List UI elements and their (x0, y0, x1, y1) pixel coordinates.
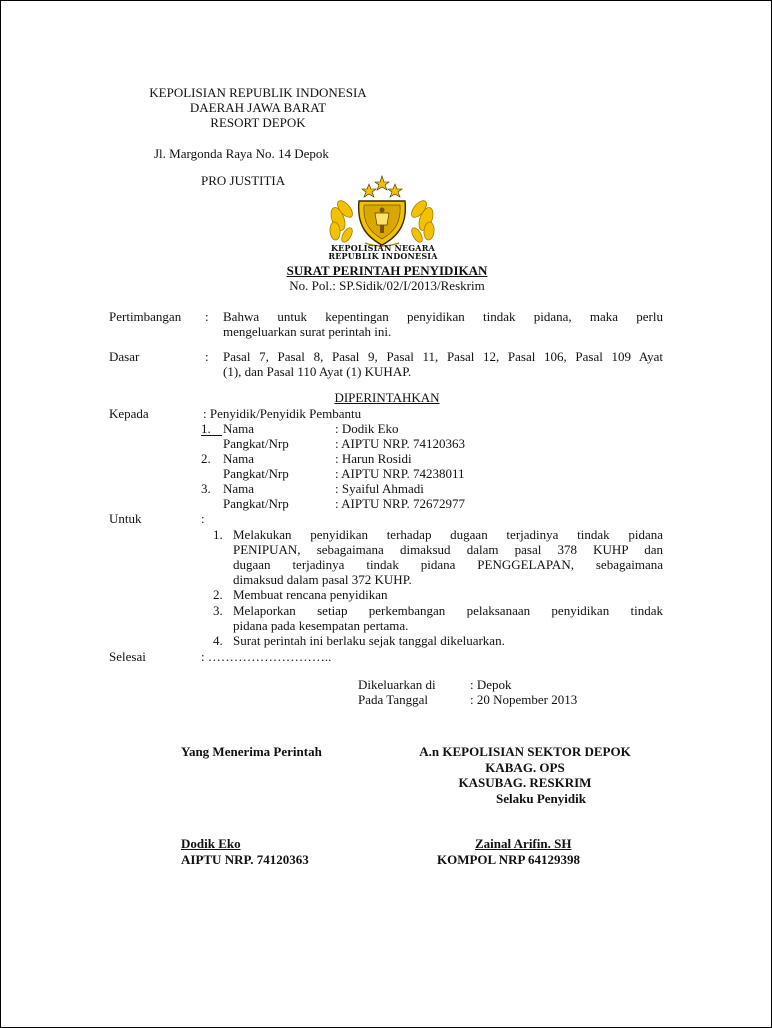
person-2-name-label: Nama (223, 451, 255, 466)
police-emblem (321, 173, 445, 263)
untuk-item-4-line-1: Surat perintah ini berlaku sejak tanggal dikeluarkan. (233, 633, 505, 648)
receiver-nrp: AIPTU NRP. 74120363 (181, 852, 309, 867)
issued-date: : 20 Nopember 2013 (470, 692, 578, 707)
person-1-name: : Dodik Eko (335, 421, 399, 436)
dasar-label: Dasar (109, 349, 140, 364)
person-1-num: 1. (201, 421, 211, 436)
issuer-line-1: A.n KEPOLISIAN SEKTOR DEPOK (419, 744, 631, 759)
untuk-label: Untuk (109, 511, 142, 526)
kepada-value: : Penyidik/Penyidik Pembantu (203, 406, 362, 421)
diperintahkan-heading: DIPERINTAHKAN (334, 390, 440, 405)
untuk-item-3-line-2: pidana pada kesempatan pertama. (233, 618, 409, 633)
untuk-item-3-line-1: Melaporkan setiap perkembangan pelaksanaan penyidikan tindak (233, 603, 663, 618)
header-line-2: DAERAH JAWA BARAT (189, 100, 327, 115)
person-1-rank-label: Pangkat/Nrp (223, 436, 289, 451)
untuk-item-2-line-1: Membuat rencana penyidikan (233, 587, 388, 602)
person-2-rank: : AIPTU NRP. 74238011 (335, 466, 465, 481)
issuer-nrp: KOMPOL NRP 64129398 (437, 852, 580, 867)
selesai-label: Selesai (109, 649, 146, 664)
untuk-item-2-num: 2. (213, 587, 223, 602)
issuer-line-2: KABAG. OPS (485, 760, 565, 775)
person-1-num-underline (201, 435, 222, 437)
untuk-item-1-line-1: Melakukan penyidikan terhadap dugaan terjadinya tindak pidana (233, 527, 663, 542)
person-1-name-label: Nama (223, 421, 255, 436)
header-address: Jl. Margonda Raya No. 14 Depok (154, 146, 329, 161)
issuer-name: Zainal Arifin. SH (475, 836, 572, 851)
receiver-heading: Yang Menerima Perintah (181, 744, 322, 759)
dasar-line-1: Pasal 7, Pasal 8, Pasal 9, Pasal 11, Pasal 12, Pasal 106, Pasal 109 Ayat (223, 349, 663, 364)
pro-justitia-label: PRO JUSTITIA (201, 173, 286, 188)
person-3-num: 3. (201, 481, 211, 496)
issued-place: : Depok (470, 677, 512, 692)
police-emblem-icon (321, 173, 445, 249)
untuk-item-1-line-4: dimaksud dalam pasal 372 KUHP. (233, 572, 412, 587)
issuer-line-3: KASUBAG. RESKRIM (458, 775, 592, 790)
document-title: SURAT PERINTAH PENYIDIKAN (286, 263, 488, 278)
pertimbangan-line-1: Bahwa untuk kepentingan penyidikan tindak pidana, maka perlu (223, 309, 663, 324)
untuk-item-1-num: 1. (213, 527, 223, 542)
person-3-rank-label: Pangkat/Nrp (223, 496, 289, 511)
receiver-name: Dodik Eko (181, 836, 241, 851)
person-2-num: 2. (201, 451, 211, 466)
untuk-item-1-line-3: dugaan terjadinya tindak pidana PENGGELAPAN, sebagaimana (233, 557, 663, 572)
issued-date-label: Pada Tanggal (358, 692, 428, 707)
untuk-item-3-num: 3. (213, 603, 223, 618)
pertimbangan-line-2: mengeluarkan surat perintah ini. (223, 324, 392, 339)
person-3-rank: : AIPTU NRP. 72672977 (335, 496, 466, 511)
dasar-line-2: (1), dan Pasal 110 Ayat (1) KUHAP. (223, 364, 412, 379)
pertimbangan-colon: : (205, 309, 209, 324)
issuer-line-4: Selaku Penyidik (496, 791, 586, 806)
untuk-item-4-num: 4. (213, 633, 223, 648)
selesai-value: : ……………………….. (201, 649, 332, 664)
person-3-name-label: Nama (223, 481, 255, 496)
untuk-colon: : (201, 511, 205, 526)
document-number: No. Pol.: SP.Sidik/02/I/2013/Reskrim (289, 278, 485, 293)
person-3-name: : Syaiful Ahmadi (335, 481, 424, 496)
issued-place-label: Dikeluarkan di (358, 677, 436, 692)
header-line-1: KEPOLISIAN REPUBLIK INDONESIA (149, 85, 367, 100)
dasar-colon: : (205, 349, 209, 364)
person-2-name: : Harun Rosidi (335, 451, 412, 466)
person-2-rank-label: Pangkat/Nrp (223, 466, 289, 481)
emblem-text-2: REPUBLIK INDONESIA (328, 251, 438, 261)
untuk-item-1-line-2: PENIPUAN, sebagaimana dimaksud dalam pasal 378 KUHP dan (233, 542, 663, 557)
emblem-text-1: KEPOLISIAN NEGARA (331, 243, 435, 253)
pertimbangan-label: Pertimbangan (109, 309, 182, 324)
header-line-3: RESORT DEPOK (210, 115, 306, 130)
person-1-rank: : AIPTU NRP. 74120363 (335, 436, 466, 451)
kepada-label: Kepada (109, 406, 149, 421)
